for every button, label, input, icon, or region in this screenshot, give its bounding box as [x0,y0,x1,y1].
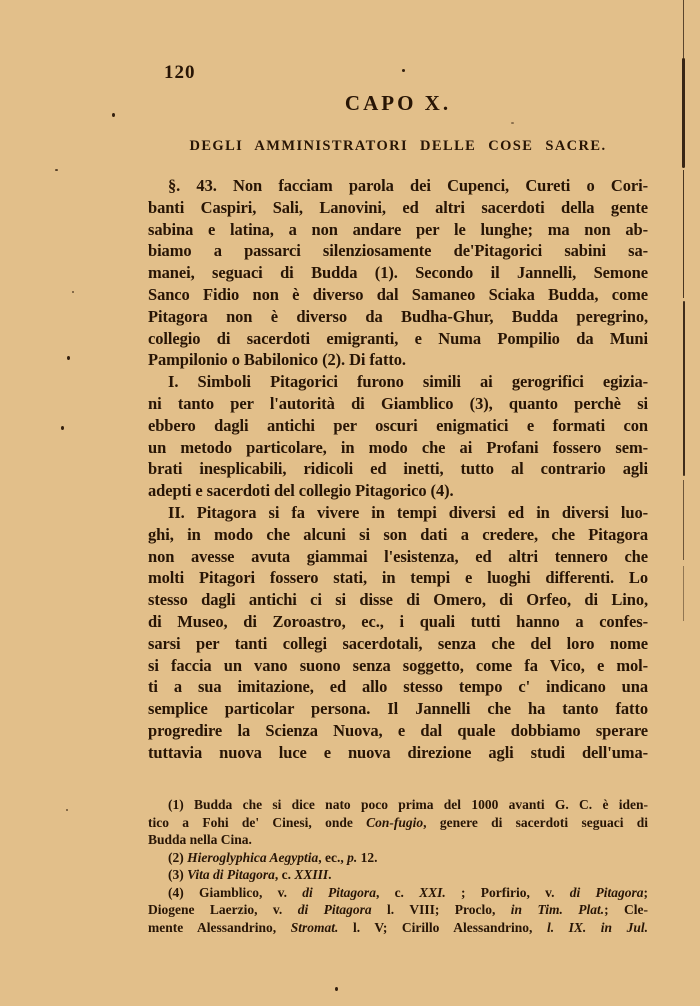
body-line: molti Pitagori fossero stati, in tempi e luoghi differenti. Lo [148,568,648,588]
section-heading: DEGLI AMMINISTRATORI DELLE COSE SACRE. [189,138,607,154]
page-number: 120 [164,62,196,83]
body-line: un metodo particolare, in modo che ai Profani fossero sem- [148,437,648,457]
body-line: sabina e latina, a non andare per le lunghe; ma non ab- [148,219,648,239]
body-line: brati inesplicabili, ridicoli ed inetti, tutto al contrario agli [148,459,648,479]
body-line: banti Caspiri, Sali, Lanovini, ed altri sacerdoti della gente [148,197,648,217]
ink-speck [55,169,58,171]
body-line: §. 43. Non facciam parola dei Cupenci, Cureti o Cori- [168,176,648,195]
body-line: sarsi per tanti collegi sacerdotali, senza che del loro nome [148,633,648,653]
ink-speck [335,987,338,991]
body-line: manei, seguaci di Budda (1). Secondo il Jannelli, Semone [148,263,648,283]
body-line: collegio di sacerdoti emigranti, e Numa Pompilio da Muni [148,328,648,348]
ink-speck [61,426,64,430]
ink-speck [66,809,68,811]
footnote-line: (4) Giamblico, v. di Pitagora, c. XXI. ; Porfirio, v. di Pitagora; [168,884,648,900]
ink-speck [402,69,405,72]
footnote-line: tico a Fohi de' Cinesi, onde Con-fugio, genere di sacerdoti seguaci di [148,814,648,830]
body-line: ghi, in modo che alcuni si son dati a credere, che Pitagora [148,524,648,544]
ink-speck [112,113,115,117]
footnote-line: Diogene Laerzio, v. di Pitagora l. VIII; Proclo, in Tim. Plat.; Cle- [148,902,649,917]
ink-speck [67,356,70,360]
ink-speck [511,122,514,124]
footnote-line: (3) Vita di Pitagora, c. XXIII. [168,867,332,882]
chapter-heading: CAPO X. [344,91,452,115]
body-line: Pitagora non è diverso da Budha-Ghur, Budda peregrino, [148,306,648,326]
body-text [148,175,648,764]
body-line: Sanco Fidio non è diverso dal Samaneo Sciaka Budda, come [148,284,648,304]
body-line: stesso dagli antichi ci si disse di Omero, di Orfeo, di Lino, [148,590,648,610]
body-line: adepti e sacerdoti del collegio Pitagorico (4). [148,481,454,501]
ink-speck [72,291,74,293]
body-line: semplice particolar persona. Il Jannelli che ha tanto fatto [148,699,648,719]
body-line: Pampilonio o Babilonico (2). Di fatto. [148,350,406,370]
footnote-line: mente Alessandrino, Stromat. l. V; Cirillo Alessandrino, l. IX. in Jul. [148,919,648,935]
footnote-block [148,796,648,936]
body-line: progredire la Scienza Nuova, e dal quale dobbiamo sperare [148,720,648,740]
body-line: ti a sua imitazione, ed allo stesso tempo c' indicano una [148,677,648,697]
body-line: I. Simboli Pitagorici furono simili ai gerogrifici egizia- [168,372,648,392]
footnote-line: (2) Hieroglyphica Aegyptia, ec., p. 12. [168,849,378,865]
page-edge-mark [682,0,688,640]
footnote-line: Budda nella Cina. [148,832,252,847]
body-line: di Museo, di Zoroastro, ec., i quali tutti hanno a confes- [148,611,648,631]
body-line: tuttavia nuova luce e nuova direzione agli studi dell'uma- [148,742,648,762]
footnote-line: (1) Budda che si dice nato poco prima del 1000 avanti G. C. è iden- [168,797,648,812]
body-line: ni tanto per l'autorità di Giamblico (3), quanto perchè si [148,393,648,413]
body-line: II. Pitagora si fa vivere in tempi diversi ed in diversi luo- [168,502,648,522]
body-line: biamo a passarci silenziosamente de'Pitagorici sabini sa- [148,241,648,261]
body-line: ebbero dagli antichi per oscuri enigmatici e formati con [148,415,648,435]
body-line: si faccia un vano suono senza soggetto, come fa Vico, e mol- [148,655,648,675]
body-line: non avesse avuta giammai l'esistenza, ed altri tennero che [148,546,648,566]
